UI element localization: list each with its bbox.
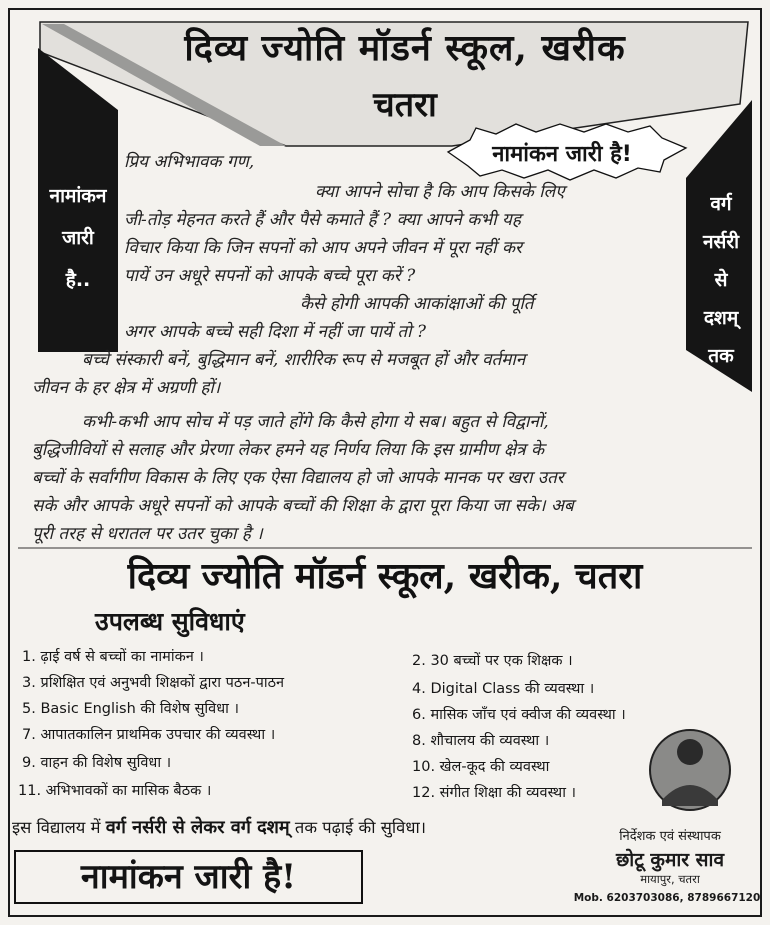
facility-item: 6. मासिक जाँच एवं क्वीज की व्यवस्था । (412, 707, 626, 723)
facility-item: 8. शौचालय की व्यवस्था । (412, 733, 550, 749)
director-mobile: Mob. 6203703086, 8789667120 (573, 892, 761, 904)
right-side-line: दशम् (703, 307, 739, 329)
letter-line: विचार किया कि जिन सपनों को आप अपने जीवन में पूरा नहीं कर (124, 238, 522, 258)
right-side-line: तक (708, 345, 734, 367)
facility-item: 10. खेल-कूद की व्यवस्था (412, 759, 550, 775)
facility-item: 3. प्रशिक्षित एवं अनुभवी शिक्षकों द्वारा पठन-पाठन (22, 675, 285, 691)
facility-item: 1. ढ़ाई वर्ष से बच्चों का नामांकन । (22, 649, 204, 665)
letter-line: जी-तोड़ मेहनत करते हैं और पैसे कमाते हैं ? क्या आपने कभी यह (124, 210, 521, 230)
enrollment-box: नामांकन जारी है! (14, 850, 363, 904)
letter-line: कभी-कभी आप सोच में पड़ जाते होंगे कि कैसे होगा ये सब। बहुत से विद्वानों, (82, 412, 549, 432)
letter-line: कैसे होगी आपकी आकांक्षाओं की पूर्ति (300, 294, 534, 314)
left-side-text (38, 175, 118, 301)
letter-line: पूरी तरह से धरातल पर उतर चुका है । (32, 524, 263, 544)
letter-line: सके और आपके अधूरे सपनों को आपके बच्चों की शिक्षा के द्वारा पूरा किया जा सके। अब (32, 496, 574, 516)
bottom-info-highlight: वर्ग नर्सरी से लेकर वर्ग दशम् (105, 817, 290, 838)
right-side-line: से (714, 269, 728, 291)
enrollment-badge: नामांकन जारी है! (492, 142, 632, 167)
director-name: छोटू कुमार साव (615, 849, 725, 871)
facility-item: 4. Digital Class की व्यवस्था । (412, 681, 595, 697)
director-address: मायापुर, चतरा (640, 872, 700, 886)
facility-item: 12. संगीत शिक्षा की व्यवस्था । (412, 785, 577, 801)
facility-item: 9. वाहन की विशेष सुविधा । (22, 755, 172, 771)
school-city: चतरा (373, 85, 437, 125)
letter-salutation: प्रिय अभिभावक गण, (124, 152, 255, 172)
school-title: दिव्य ज्योति मॉडर्न स्कूल, खरीक (184, 27, 626, 69)
letter-line: अगर आपके बच्चे सही दिशा में नहीं जा पायें तो ? (124, 322, 427, 342)
letter-line: बच्चे संस्कारी बनें, बुद्धिमान बनें, शारीरिक रूप से मजबूत हों और वर्तमान (82, 350, 526, 370)
left-side-line: जारी (62, 227, 94, 249)
letter-line: बच्चों के सर्वांगीण विकास के लिए एक ऐसा विद्यालय हो जो आपके मानक पर खरा उतर (32, 468, 564, 488)
letter-line: बुद्धिजीवियों से सलाह और प्रेरणा लेकर हमने यह निर्णय लिया कि इस ग्रामीण क्षेत्र के (32, 440, 545, 460)
letter-line: पायें उन अधूरे सपनों को आपके बच्चे पूरा करें ? (124, 266, 416, 286)
bottom-info-suffix: तक पढ़ाई की सुविधा। (294, 818, 426, 837)
left-side-line: नामांकन (49, 185, 107, 207)
director-title: निर्देशक एवं संस्थापक (619, 829, 721, 844)
right-side-line: नर्सरी (702, 231, 740, 253)
facilities-title: उपलब्ध सुविधाएं (95, 607, 245, 636)
facility-item: 7. आपातकालिन प्राथमिक उपचार की व्यवस्था । (22, 727, 276, 743)
left-side-line: है.. (65, 269, 91, 291)
bottom-info-prefix: इस विद्यालय में (12, 818, 101, 837)
school-banner: दिव्य ज्योति मॉडर्न स्कूल, खरीक, चतरा (127, 555, 643, 597)
right-side-text (686, 185, 756, 375)
bottom-info-line (12, 815, 426, 839)
right-side-line: वर्ग (710, 193, 732, 215)
letter-line: क्या आपने सोचा है कि आप किसके लिए (315, 182, 565, 202)
facility-item: 5. Basic English की विशेष सुविधा । (22, 701, 239, 717)
director-photo-head (677, 739, 703, 765)
facility-item: 11. अभिभावकों का मासिक बैठक । (18, 783, 212, 799)
letter-line: जीवन के हर क्षेत्र में अग्रणी हों। (32, 378, 221, 398)
facility-item: 2. 30 बच्चों पर एक शिक्षक । (412, 653, 573, 669)
